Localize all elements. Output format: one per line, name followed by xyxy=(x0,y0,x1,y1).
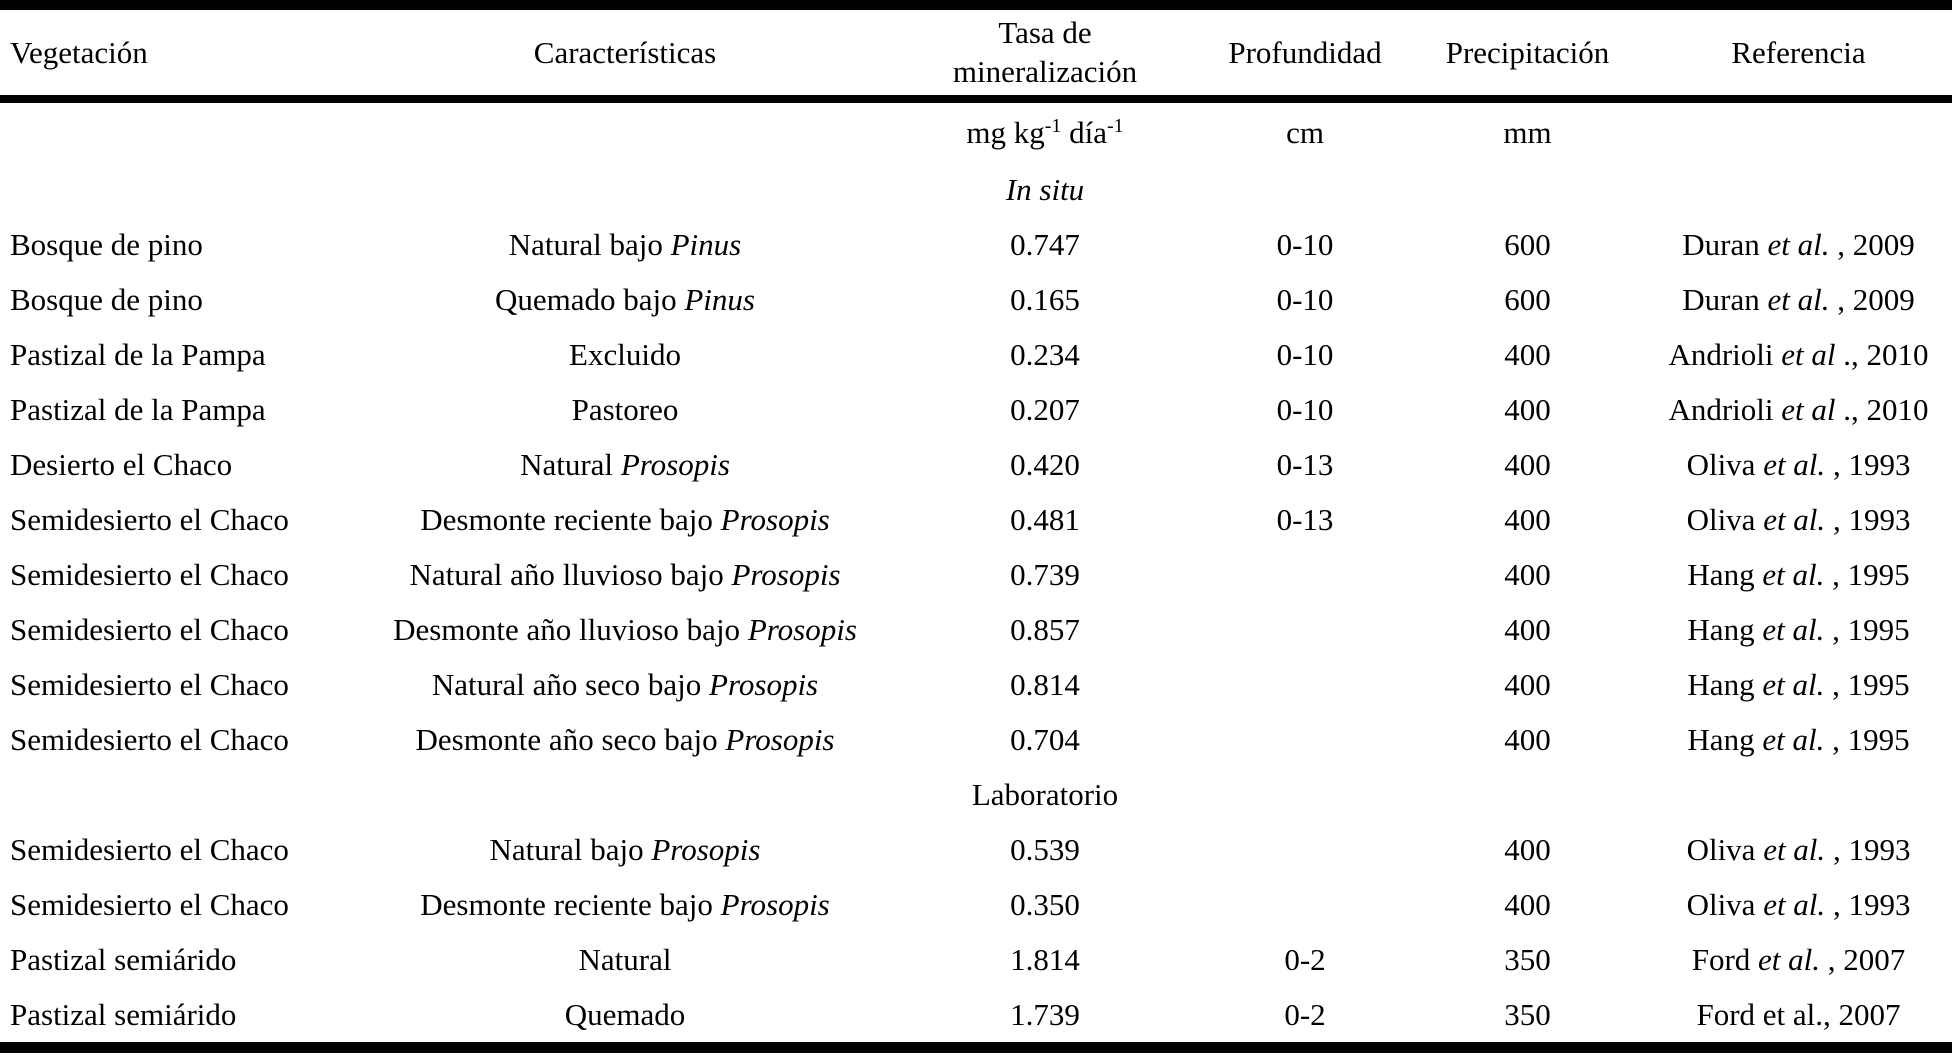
table-row xyxy=(0,822,1952,877)
cell-text: 400 xyxy=(1504,611,1551,647)
unit-text: mg kg xyxy=(966,114,1045,150)
cell-profundidad xyxy=(1200,217,1410,272)
cell-vegetacion xyxy=(0,987,360,1048)
table-row xyxy=(0,987,1952,1048)
cell-referencia xyxy=(1645,382,1952,437)
italic-text-segment: Pinus xyxy=(684,281,755,317)
cell-text: Semidesierto el Chaco xyxy=(10,611,289,647)
text-segment: Natural año lluvioso bajo xyxy=(409,556,732,592)
cell-profundidad xyxy=(1200,822,1410,877)
table-row xyxy=(0,712,1952,767)
cell-text: Semidesierto el Chaco xyxy=(10,831,289,867)
cell-empty xyxy=(1200,767,1410,822)
cell-text: 0-10 xyxy=(1276,336,1334,372)
italic-text-segment: Prosopis xyxy=(651,831,761,867)
cell-empty xyxy=(0,99,360,162)
italic-text-segment: et al. xyxy=(1762,721,1825,757)
text-segment: Hang xyxy=(1687,666,1763,702)
cell-text: 0-13 xyxy=(1276,501,1334,537)
cell-text: Bosque de pino xyxy=(10,226,203,262)
table-body xyxy=(0,99,1952,1048)
text-segment: Oliva xyxy=(1686,886,1764,922)
text-segment: , 1995 xyxy=(1824,666,1910,702)
cell-text: 0.857 xyxy=(1010,611,1080,647)
cell-text: Semidesierto el Chaco xyxy=(10,886,289,922)
cell-tasa xyxy=(890,547,1200,602)
cell-profundidad xyxy=(1200,437,1410,492)
text-segment: Andrioli xyxy=(1668,391,1782,427)
cell-precipitacion xyxy=(1410,327,1645,382)
column-header-vegetacion xyxy=(0,5,360,99)
cell-tasa xyxy=(890,712,1200,767)
cell-precipitacion xyxy=(1410,547,1645,602)
text-segment: Quemado xyxy=(564,996,686,1032)
cell-profundidad xyxy=(1200,272,1410,327)
italic-text-segment: et al. xyxy=(1763,831,1826,867)
column-header-label-line1: Tasa de xyxy=(998,14,1092,50)
cell-caracteristicas xyxy=(360,822,890,877)
cell-caracteristicas xyxy=(360,657,890,712)
italic-text-segment: et al. xyxy=(1763,501,1826,537)
cell-tasa xyxy=(890,327,1200,382)
cell-referencia xyxy=(1645,272,1952,327)
cell-caracteristicas xyxy=(360,877,890,932)
text-segment: Natural bajo xyxy=(508,226,671,262)
text-segment: Natural xyxy=(520,446,621,482)
text-segment: Desmonte año seco bajo xyxy=(415,721,726,757)
cell-vegetacion xyxy=(0,712,360,767)
text-segment: Duran xyxy=(1682,226,1768,262)
text-segment: , 2009 xyxy=(1829,281,1915,317)
cell-empty xyxy=(0,162,360,217)
text-segment: , 1993 xyxy=(1825,831,1911,867)
cell-text: 400 xyxy=(1504,831,1551,867)
cell-referencia xyxy=(1645,492,1952,547)
text-segment: Oliva xyxy=(1686,446,1764,482)
cell-vegetacion xyxy=(0,547,360,602)
cell-text: Pastizal semiárido xyxy=(10,996,237,1032)
italic-text-segment: Prosopis xyxy=(720,886,830,922)
text-segment: Oliva xyxy=(1686,501,1764,537)
italic-text-segment: Prosopis xyxy=(725,721,835,757)
unit-superscript: -1 xyxy=(1044,114,1062,137)
italic-text-segment: et al. xyxy=(1763,446,1826,482)
cell-vegetacion xyxy=(0,877,360,932)
text-segment: Quemado bajo xyxy=(494,281,685,317)
italic-text-segment: Prosopis xyxy=(747,611,857,647)
text-segment: Desmonte reciente bajo xyxy=(420,886,721,922)
cell-tasa xyxy=(890,822,1200,877)
cell-vegetacion xyxy=(0,272,360,327)
column-header-label: Vegetación xyxy=(10,34,148,70)
cell-text: Desierto el Chaco xyxy=(10,446,233,482)
cell-empty xyxy=(0,767,360,822)
cell-profundidad xyxy=(1200,877,1410,932)
cell-text: Bosque de pino xyxy=(10,281,203,317)
cell-vegetacion xyxy=(0,657,360,712)
text-segment: Natural bajo xyxy=(489,831,652,867)
text-segment: , 1995 xyxy=(1824,721,1910,757)
cell-text: 0.165 xyxy=(1010,281,1080,317)
cell-tasa xyxy=(890,987,1200,1048)
cell-text: 400 xyxy=(1504,336,1551,372)
cell-caracteristicas xyxy=(360,987,890,1048)
cell-text: 0.207 xyxy=(1010,391,1080,427)
italic-text-segment: et al. xyxy=(1762,556,1825,592)
cell-text: 600 xyxy=(1504,281,1551,317)
cell-text: 400 xyxy=(1504,721,1551,757)
unit-superscript: -1 xyxy=(1107,114,1124,137)
cell-caracteristicas xyxy=(360,437,890,492)
text-segment: Andrioli xyxy=(1668,336,1782,372)
cell-empty xyxy=(1645,162,1952,217)
cell-text: 400 xyxy=(1504,391,1551,427)
column-header-label: Profundidad xyxy=(1228,34,1382,70)
section-label-cell xyxy=(890,162,1200,217)
cell-text: 1.739 xyxy=(1010,996,1080,1032)
italic-text-segment: Prosopis xyxy=(731,556,841,592)
cell-referencia xyxy=(1645,932,1952,987)
cell-text: 0.420 xyxy=(1010,446,1080,482)
text-segment: Pastoreo xyxy=(571,391,679,427)
cell-vegetacion xyxy=(0,327,360,382)
cell-precipitacion xyxy=(1410,437,1645,492)
section-label-cell xyxy=(890,767,1200,822)
cell-precipitacion xyxy=(1410,822,1645,877)
cell-empty xyxy=(1200,162,1410,217)
cell-precipitacion xyxy=(1410,602,1645,657)
cell-tasa xyxy=(890,382,1200,437)
cell-profundidad xyxy=(1200,602,1410,657)
cell-referencia xyxy=(1645,547,1952,602)
units-row xyxy=(0,99,1952,162)
table-row xyxy=(0,932,1952,987)
cell-tasa xyxy=(890,657,1200,712)
cell-text: 1.814 xyxy=(1010,941,1080,977)
cell-empty xyxy=(1410,767,1645,822)
cell-text: 0.539 xyxy=(1010,831,1080,867)
cell-text: Semidesierto el Chaco xyxy=(10,501,289,537)
section-label: In situ xyxy=(1005,171,1085,207)
cell-caracteristicas xyxy=(360,382,890,437)
cell-profundidad xyxy=(1200,657,1410,712)
text-segment: , 1993 xyxy=(1825,446,1911,482)
italic-text-segment: et al. xyxy=(1762,666,1825,702)
cell-referencia xyxy=(1645,987,1952,1048)
text-segment: Desmonte año lluvioso bajo xyxy=(393,611,748,647)
italic-text-segment: Prosopis xyxy=(620,446,730,482)
unit-text: día xyxy=(1061,114,1107,150)
cell-profundidad xyxy=(1200,712,1410,767)
text-segment: ., 2010 xyxy=(1835,336,1929,372)
cell-profundidad xyxy=(1200,547,1410,602)
cell-referencia xyxy=(1645,822,1952,877)
cell-precipitacion xyxy=(1410,657,1645,712)
text-segment: Excluido xyxy=(569,336,681,372)
column-header-label-line2: mineralización xyxy=(952,53,1138,89)
column-header-profundidad xyxy=(1200,5,1410,99)
cell-referencia xyxy=(1645,602,1952,657)
italic-text-segment: Prosopis xyxy=(720,501,830,537)
text-segment: , 2009 xyxy=(1829,226,1915,262)
cell-text: Pastizal de la Pampa xyxy=(10,391,266,427)
cell-text: 0-10 xyxy=(1276,391,1334,427)
text-segment: Hang xyxy=(1687,721,1763,757)
italic-text-segment: et al xyxy=(1781,391,1836,427)
cell-referencia xyxy=(1645,437,1952,492)
cell-empty xyxy=(360,99,890,162)
table-row xyxy=(0,877,1952,932)
cell-caracteristicas xyxy=(360,932,890,987)
cell-caracteristicas xyxy=(360,547,890,602)
cell-text: 0.481 xyxy=(1010,501,1080,537)
cell-precipitacion xyxy=(1410,877,1645,932)
cell-text: Semidesierto el Chaco xyxy=(10,666,289,702)
cell-vegetacion xyxy=(0,822,360,877)
table-row xyxy=(0,382,1952,437)
italic-text-segment: Prosopis xyxy=(709,666,819,702)
table-row xyxy=(0,437,1952,492)
cell-text: 400 xyxy=(1504,556,1551,592)
italic-text-segment: et al. xyxy=(1762,611,1825,647)
cell-empty xyxy=(1410,162,1645,217)
text-segment: Hang xyxy=(1687,556,1763,592)
cell-text: 0.814 xyxy=(1010,666,1080,702)
column-header-label: Características xyxy=(533,34,717,70)
italic-text-segment: et al. xyxy=(1758,941,1821,977)
section-label: Laboratorio xyxy=(971,776,1119,812)
cell-empty xyxy=(360,767,890,822)
cell-text: 0-13 xyxy=(1276,446,1334,482)
cell-text: Pastizal semiárido xyxy=(10,941,237,977)
cell-referencia xyxy=(1645,327,1952,382)
italic-text-segment: et al xyxy=(1781,336,1836,372)
cell-tasa xyxy=(890,217,1200,272)
cell-tasa xyxy=(890,602,1200,657)
cell-vegetacion xyxy=(0,492,360,547)
cell-text: 0.234 xyxy=(1010,336,1080,372)
italic-text-segment: et al. xyxy=(1767,226,1830,262)
cell-text: 0-2 xyxy=(1284,996,1326,1032)
text-segment: Duran xyxy=(1682,281,1768,317)
units-profundidad xyxy=(1200,99,1410,162)
cell-profundidad xyxy=(1200,327,1410,382)
column-header-precipitacion xyxy=(1410,5,1645,99)
text-segment: Natural año seco bajo xyxy=(431,666,710,702)
cell-empty xyxy=(360,162,890,217)
section-row xyxy=(0,767,1952,822)
cell-text: 0-10 xyxy=(1276,226,1334,262)
cell-text: 400 xyxy=(1504,666,1551,702)
cell-referencia xyxy=(1645,217,1952,272)
text-segment: Ford et al., 2007 xyxy=(1696,996,1901,1032)
cell-precipitacion xyxy=(1410,382,1645,437)
cell-caracteristicas xyxy=(360,327,890,382)
cell-referencia xyxy=(1645,712,1952,767)
cell-caracteristicas xyxy=(360,602,890,657)
cell-vegetacion xyxy=(0,217,360,272)
cell-tasa xyxy=(890,272,1200,327)
cell-text: Semidesierto el Chaco xyxy=(10,721,289,757)
cell-text: 0.739 xyxy=(1010,556,1080,592)
cell-precipitacion xyxy=(1410,932,1645,987)
header-row xyxy=(0,5,1952,99)
table-row xyxy=(0,547,1952,602)
text-segment: , 1993 xyxy=(1825,501,1911,537)
table-row xyxy=(0,657,1952,712)
cell-tasa xyxy=(890,932,1200,987)
unit-text: mm xyxy=(1503,114,1552,150)
cell-profundidad xyxy=(1200,492,1410,547)
cell-vegetacion xyxy=(0,382,360,437)
text-segment: Oliva xyxy=(1686,831,1764,867)
text-segment: , 1993 xyxy=(1825,886,1911,922)
text-segment: Hang xyxy=(1687,611,1763,647)
cell-precipitacion xyxy=(1410,217,1645,272)
cell-precipitacion xyxy=(1410,712,1645,767)
cell-text: 0.704 xyxy=(1010,721,1080,757)
cell-referencia xyxy=(1645,657,1952,712)
table-row xyxy=(0,492,1952,547)
cell-tasa xyxy=(890,492,1200,547)
text-segment: Desmonte reciente bajo xyxy=(420,501,721,537)
column-header-label: Referencia xyxy=(1731,34,1866,70)
italic-text-segment: et al. xyxy=(1763,886,1826,922)
cell-text: Semidesierto el Chaco xyxy=(10,556,289,592)
cell-vegetacion xyxy=(0,437,360,492)
cell-text: 400 xyxy=(1504,886,1551,922)
cell-profundidad xyxy=(1200,932,1410,987)
column-header-caracteristicas xyxy=(360,5,890,99)
cell-profundidad xyxy=(1200,382,1410,437)
cell-tasa xyxy=(890,437,1200,492)
cell-precipitacion xyxy=(1410,987,1645,1048)
table-row xyxy=(0,217,1952,272)
cell-precipitacion xyxy=(1410,492,1645,547)
column-header-tasa-de-mineralizacion xyxy=(890,5,1200,99)
cell-text: Pastizal de la Pampa xyxy=(10,336,266,372)
text-segment: Ford xyxy=(1691,941,1759,977)
cell-text: 400 xyxy=(1504,501,1551,537)
cell-text: 0-10 xyxy=(1276,281,1334,317)
cell-caracteristicas xyxy=(360,217,890,272)
cell-caracteristicas xyxy=(360,492,890,547)
unit-text: cm xyxy=(1286,114,1324,150)
text-segment: ., 2010 xyxy=(1835,391,1929,427)
cell-vegetacion xyxy=(0,932,360,987)
cell-caracteristicas xyxy=(360,712,890,767)
cell-tasa xyxy=(890,877,1200,932)
cell-text: 0.350 xyxy=(1010,886,1080,922)
cell-caracteristicas xyxy=(360,272,890,327)
table-row xyxy=(0,327,1952,382)
column-header-referencia xyxy=(1645,5,1952,99)
cell-empty xyxy=(1645,767,1952,822)
cell-referencia xyxy=(1645,877,1952,932)
cell-text: 600 xyxy=(1504,226,1551,262)
cell-text: 350 xyxy=(1504,941,1551,977)
italic-text-segment: Pinus xyxy=(670,226,742,262)
cell-empty xyxy=(1645,99,1952,162)
units-precipitacion xyxy=(1410,99,1645,162)
italic-text-segment: et al. xyxy=(1767,281,1830,317)
column-header-label: Precipitación xyxy=(1445,34,1610,70)
cell-precipitacion xyxy=(1410,272,1645,327)
table-row xyxy=(0,272,1952,327)
table-row xyxy=(0,602,1952,657)
cell-text: 350 xyxy=(1504,996,1551,1032)
table-header xyxy=(0,5,1952,99)
text-segment: , 1995 xyxy=(1824,611,1910,647)
cell-text: 0.747 xyxy=(1010,226,1080,262)
cell-text: 400 xyxy=(1504,446,1551,482)
units-tasa xyxy=(890,99,1200,162)
cell-profundidad xyxy=(1200,987,1410,1048)
text-segment: Natural xyxy=(578,941,672,977)
cell-vegetacion xyxy=(0,602,360,657)
cell-text: 0-2 xyxy=(1284,941,1326,977)
section-row xyxy=(0,162,1952,217)
text-segment: , 2007 xyxy=(1820,941,1906,977)
text-segment: , 1995 xyxy=(1824,556,1910,592)
